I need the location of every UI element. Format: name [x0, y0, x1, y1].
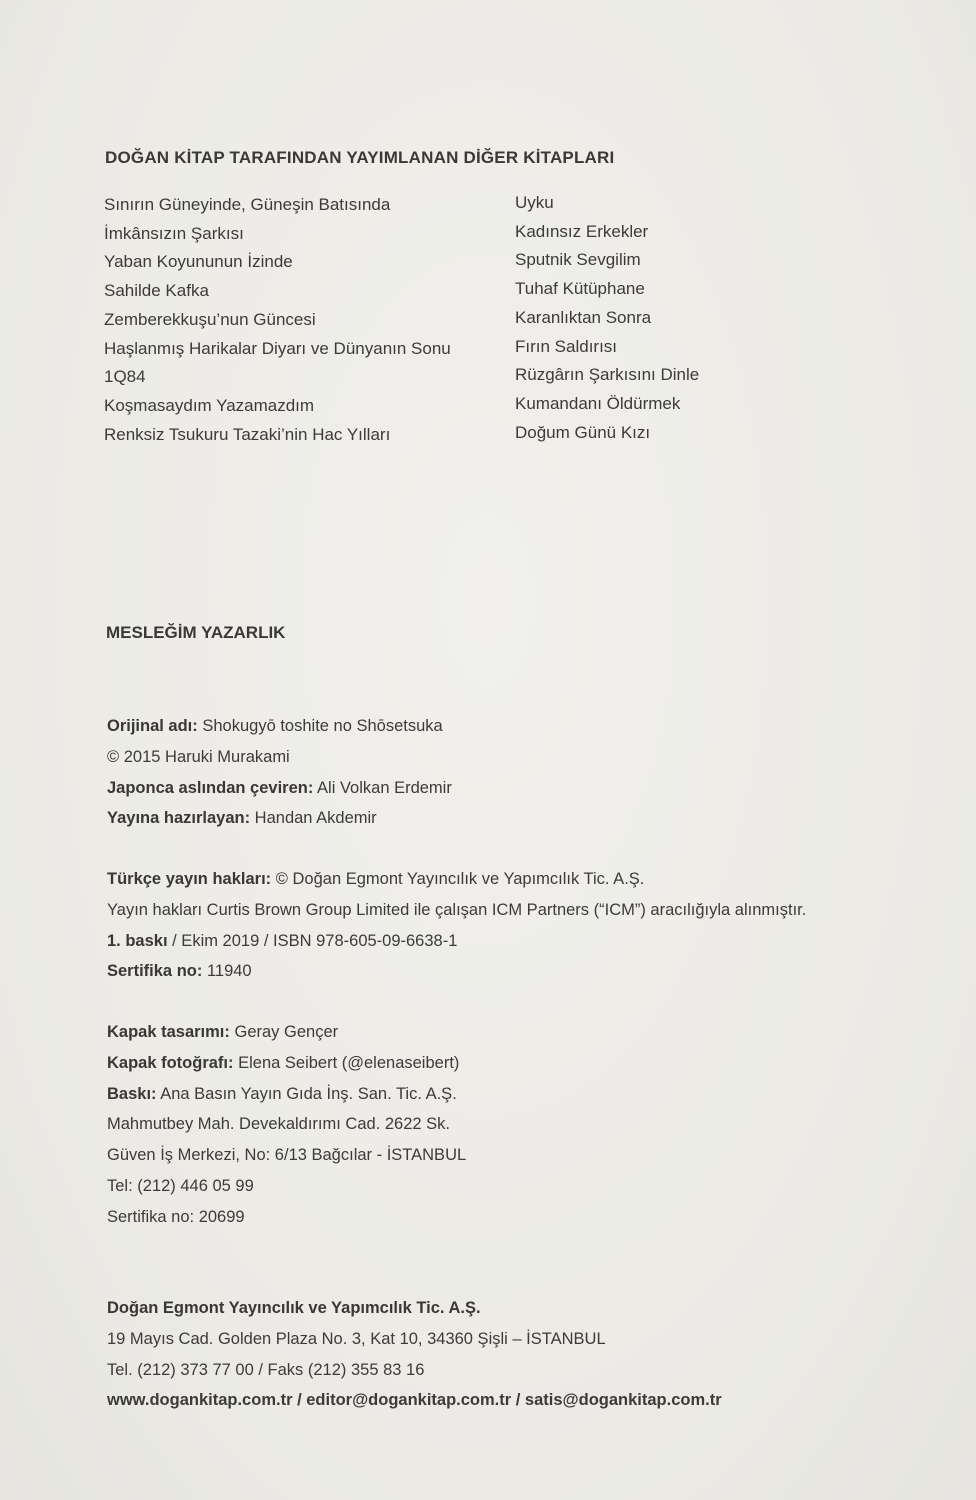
list-item: Renksiz Tsukuru Tazaki’nin Hac Yılları — [104, 424, 391, 444]
printer-certificate: Sertifika no: 20699 — [107, 1207, 245, 1226]
printer-address-line-1: Mahmutbey Mah. Devekaldırımı Cad. 2622 Sk. — [107, 1115, 450, 1134]
list-item: 1Q84 — [104, 367, 146, 387]
cover-design-label: Kapak tasarımı: — [107, 1023, 230, 1041]
list-item: Karanlıktan Sonra — [515, 307, 652, 327]
publisher-phone: Tel. (212) 373 77 00 / Faks (212) 355 83 16 — [107, 1360, 425, 1379]
editor-label: Yayına hazırlayan: — [107, 809, 251, 828]
list-item: Haşlanmış Harikalar Diyarı ve Dünyanın Sonu — [104, 338, 451, 358]
rights-block — [107, 864, 806, 987]
certificate-label: Sertifika no: — [107, 962, 203, 981]
printer-value: Ana Basın Yayın Gıda İnş. San. Tic. A.Ş. — [160, 1084, 457, 1103]
certificate-line — [107, 956, 806, 987]
cover-photo-value: Elena Seibert (@elenaseibert) — [238, 1053, 460, 1072]
cover-photo-label: Kapak fotoğrafı: — [107, 1053, 234, 1072]
credits-block — [107, 711, 452, 834]
rights-line — [107, 864, 806, 895]
list-item: İmkânsızın Şarkısı — [104, 223, 244, 243]
copyright-line: © 2015 Haruki Murakami — [107, 747, 290, 766]
list-item: Koşmasaydım Yazamazdım — [104, 395, 315, 415]
printer-label: Baskı: — [107, 1084, 157, 1103]
edition-label: 1. baskı — [107, 931, 168, 950]
list-item: Rüzgârın Şarkısını Dinle — [515, 365, 700, 385]
list-item: Sahilde Kafka — [104, 281, 209, 301]
other-books-right-column — [515, 189, 699, 447]
list-item: Sputnik Sevgilim — [515, 250, 641, 270]
publisher-name-line — [107, 1293, 722, 1324]
original-title-line — [107, 711, 452, 742]
other-books-left-column — [104, 191, 451, 449]
list-item: Doğum Günü Kızı — [515, 422, 651, 442]
edition-value: / Ekim 2019 / ISBN 978-605-09-6638-1 — [172, 931, 458, 950]
list-item: Kadınsız Erkekler — [515, 221, 649, 241]
book-title: MESLEĞİM YAZARLIK — [106, 623, 286, 642]
list-item: Fırın Saldırısı — [515, 336, 618, 356]
publisher-name: Doğan Egmont Yayıncılık ve Yapımcılık Tic. A.Ş. — [107, 1299, 481, 1317]
translator-line — [107, 773, 452, 804]
list-item: Uyku — [515, 193, 554, 212]
translator-label: Japonca aslından çeviren: — [107, 778, 314, 797]
publisher-block — [107, 1293, 722, 1416]
editor-line — [107, 803, 452, 834]
agency-line: Yayın hakları Curtis Brown Group Limited ile çalışan ICM Partners (“ICM”) aracılığıyla alınmıştır. — [107, 900, 807, 919]
edition-line — [107, 926, 806, 957]
rights-value: © Doğan Egmont Yayıncılık ve Yapımcılık Tic. A.Ş. — [275, 870, 645, 888]
translator-value: Ali Volkan Erdemir — [317, 778, 452, 797]
list-item: Zemberekkuşu’nun Güncesi — [104, 309, 316, 329]
rights-label: Türkçe yayın hakları: — [107, 870, 272, 888]
original-title-value: Shokugyō toshite no Shōsetsuka — [202, 717, 443, 735]
production-block — [107, 1017, 466, 1233]
cover-design-value: Geray Gençer — [234, 1023, 339, 1041]
printer-address-line-2: Güven İş Merkezi, No: 6/13 Bağcılar - İSTANBUL — [107, 1146, 467, 1165]
certificate-value: 11940 — [206, 962, 252, 981]
publisher-web-links[interactable]: www.dogankitap.com.tr / editor@dogankitap.com.tr / satis@dogankitap.com.tr — [107, 1391, 722, 1410]
cover-design-line — [107, 1017, 466, 1048]
list-item: Tuhaf Kütüphane — [515, 279, 645, 299]
original-title-label: Orijinal adı: — [107, 717, 198, 735]
list-item: Sınırın Güneyinde, Güneşin Batısında — [104, 195, 391, 214]
editor-value: Handan Akdemir — [254, 809, 377, 828]
printer-phone: Tel: (212) 446 05 99 — [107, 1176, 254, 1195]
printer-line — [107, 1079, 466, 1110]
other-books-heading: DOĞAN KİTAP TARAFINDAN YAYIMLANAN DİĞER KİTAPLARI — [105, 148, 615, 167]
publisher-address: 19 Mayıs Cad. Golden Plaza No. 3, Kat 10, 34360 Şişli – İSTANBUL — [107, 1329, 606, 1348]
list-item: Kumandanı Öldürmek — [515, 393, 681, 413]
cover-photo-line — [107, 1048, 466, 1079]
list-item: Yaban Koyununun İzinde — [104, 252, 293, 272]
